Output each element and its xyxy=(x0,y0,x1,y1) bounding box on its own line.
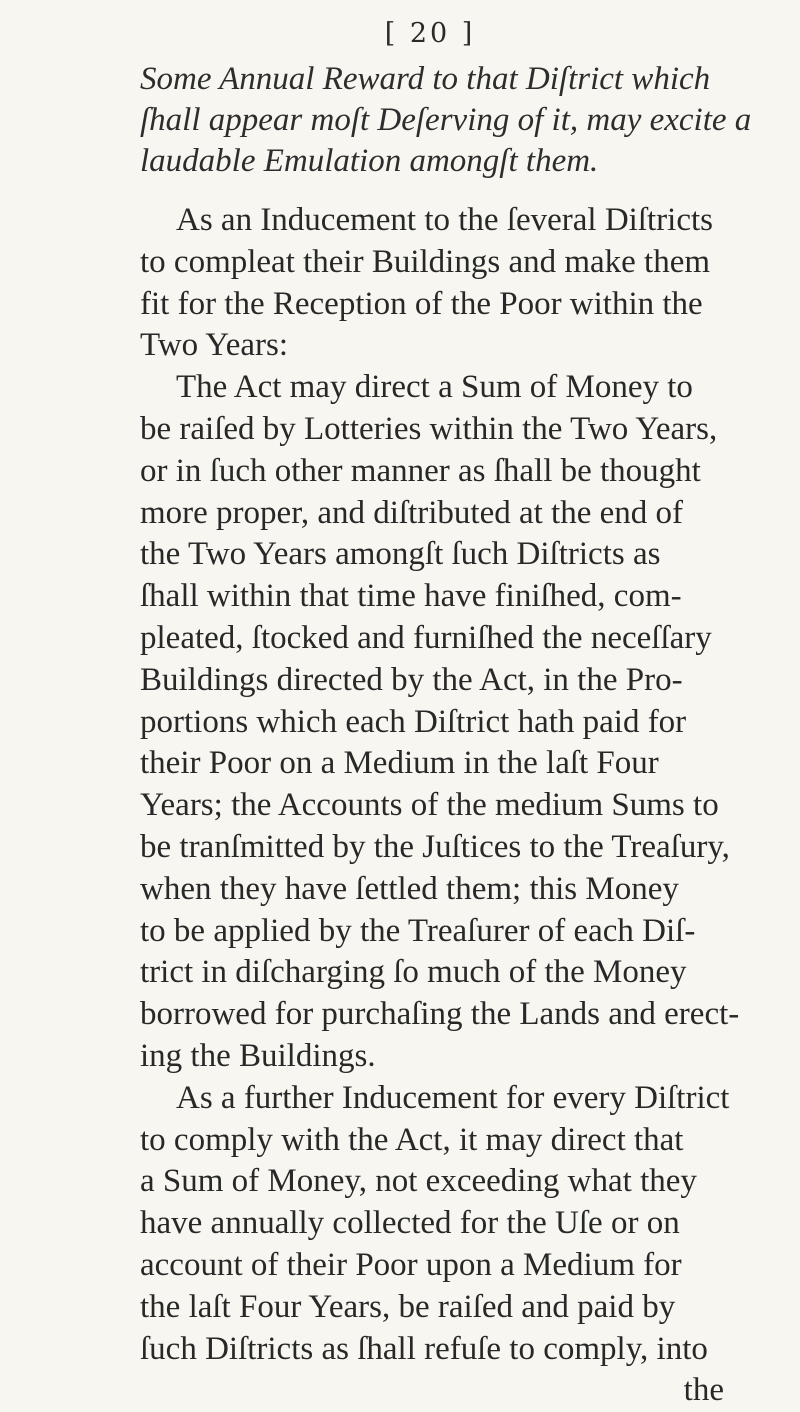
text-line: account of their Poor upon a Medium for xyxy=(140,1246,682,1283)
paragraph-inducement-compleat xyxy=(140,200,740,367)
paragraph-lotteries xyxy=(140,367,740,1078)
text-line: ſhall within that time have finiſhed, com- xyxy=(140,578,682,615)
heading-line: Some Annual Reward to that Diſtrict which xyxy=(140,61,711,97)
text-line: the laſt Four Years, be raiſed and paid by xyxy=(140,1288,676,1325)
text-line: a Sum of Money, not exceeding what they xyxy=(140,1163,697,1200)
text-line: Years; the Accounts of the medium Sums to xyxy=(140,787,719,824)
text-line: to compleat their Buildings and make them xyxy=(140,243,711,280)
text-line: have annually collected for the Uſe or on xyxy=(140,1205,680,1242)
paragraph-further-inducement xyxy=(140,1078,740,1412)
section-heading xyxy=(140,59,752,182)
text-line: As an Inducement to the ſeveral Diſtricts xyxy=(176,202,713,238)
text-line: Buildings directed by the Act, in the Pro- xyxy=(140,661,683,698)
text-line: ſuch Diſtricts as ſhall refuſe to comply, into xyxy=(140,1330,708,1367)
text-line: fit for the Reception of the Poor within the xyxy=(140,285,703,322)
text-line: the Two Years amongſt ſuch Diſtricts as xyxy=(140,536,661,573)
text-line: ing the Buildings. xyxy=(140,1037,376,1074)
heading-line: laudable Emulation amongſt them. xyxy=(140,143,599,179)
text-line: when they have ſettled them; this Money xyxy=(140,870,679,907)
text-line: pleated, ſtocked and furniſhed the neceſſary xyxy=(140,619,712,656)
catchword: the xyxy=(683,1372,724,1409)
text-line: borrowed for purchaſing the Lands and erect- xyxy=(140,996,740,1033)
text-line: be raiſed by Lotteries within the Two Years, xyxy=(140,410,718,447)
text-line: to comply with the Act, it may direct that xyxy=(140,1121,684,1158)
text-line: trict in diſcharging ſo much of the Money xyxy=(140,954,687,991)
text-line: As a further Inducement for every Diſtrict xyxy=(176,1079,730,1116)
text-line: their Poor on a Medium in the laſt Four xyxy=(140,745,659,782)
text-line: more proper, and diſtributed at the end of xyxy=(140,494,684,531)
text-line: to be applied by the Treaſurer of each Diſ- xyxy=(140,912,696,949)
text-line: be tranſmitted by the Juſtices to the Treaſury, xyxy=(140,828,730,865)
text-line: The Act may direct a Sum of Money to xyxy=(176,369,693,406)
page-number: [ 20 ] xyxy=(384,18,476,49)
heading-line: ſhall appear moſt Deſerving of it, may excite a xyxy=(140,102,752,138)
text-line: portions which each Diſtrict hath paid for xyxy=(140,703,687,740)
text-line: or in ſuch other manner as ſhall be thought xyxy=(140,452,701,489)
text-line: Two Years: xyxy=(140,327,289,364)
